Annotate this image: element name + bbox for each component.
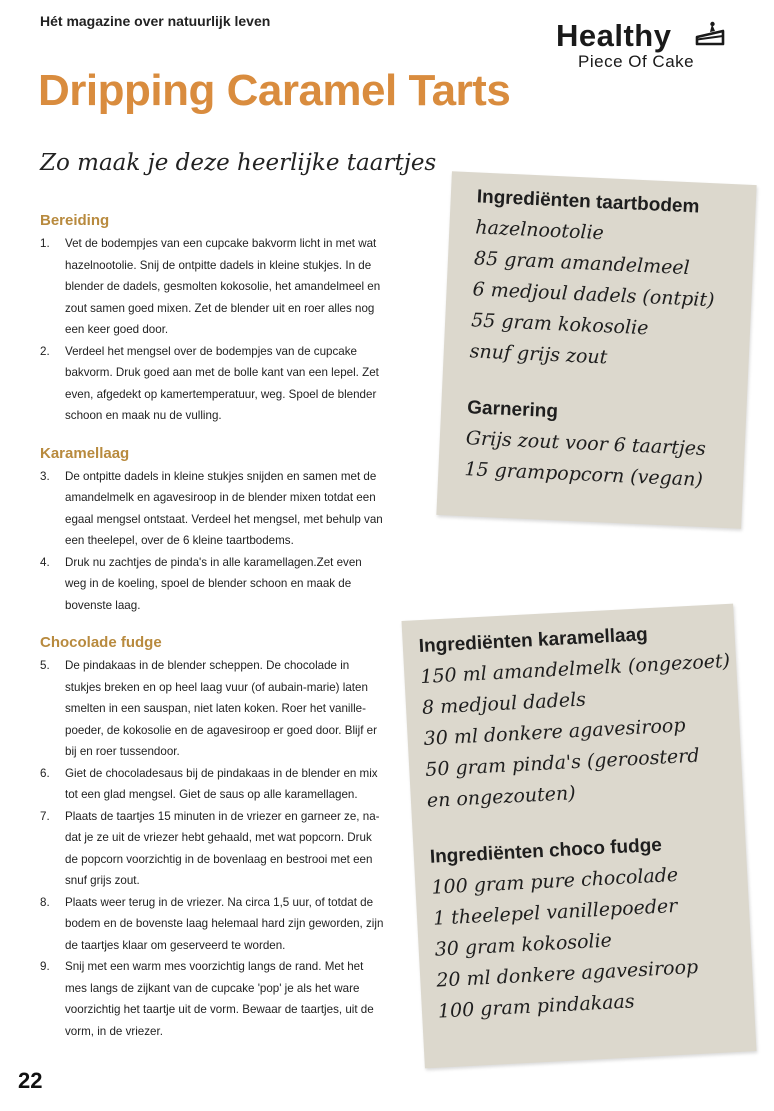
section-heading-bereiding: Bereiding: [40, 212, 110, 229]
cake-slice-icon: [694, 20, 726, 50]
logo-word-healthy: Healthy: [556, 18, 672, 53]
ingredients-card-karamellaag-choco: [402, 604, 757, 1069]
card-heading-taartbodem: Ingrediënten taartbodem: [476, 186, 700, 218]
steps-list-bereiding: [40, 233, 385, 427]
step-text: Druk nu zachtjes de pinda's in alle karamellagen.Zet even weg in de koeling, spoel de blender schoon en maak de bovenste laag.: [65, 555, 362, 612]
step-text: Vet de bodempjes van een cupcake bakvorm licht in met wat hazelnootolie. Snij de ontpitte dadels in kleine stukjes. In de blender de dadels, gesmolten kokosolie, het amandelmeel en zout samen goed mixen. Zet de blender uit en roer alles nog een keer goed door.: [65, 237, 381, 336]
ingredient-item: 50 gram pinda's (geroosterd: [424, 744, 701, 781]
step-number: 4.: [40, 555, 50, 569]
ingredient-item: 15 grampopcorn (vegan): [463, 458, 704, 491]
ingredient-item: 100 gram pure chocolade: [430, 863, 679, 899]
ingredient-item: 6 medjoul dadels (ontpit): [472, 278, 715, 312]
ingredient-item: en ongezouten): [426, 782, 577, 812]
step-number: 8.: [40, 895, 50, 909]
step-number: 6.: [40, 766, 50, 780]
ingredient-item: 20 ml donkere agavesiroop: [435, 955, 699, 992]
ingredient-item: Grijs zout voor 6 taartjes: [465, 427, 707, 461]
step-item: [40, 233, 385, 341]
step-text: Verdeel het mengsel over de bodempjes van de cupcake bakvorm. Druk goed aan met de bolle kant van een lepel. Zet even, afgedekt op kamertemperatuur, weg. Spoel de blender schoon en maak nu de vulling.: [65, 344, 379, 422]
step-number: 7.: [40, 809, 50, 823]
step-text: Giet de chocoladesaus bij de pindakaas in de blender en mix tot een glad mengsel. Giet de saus op alle karamellagen.: [65, 766, 378, 801]
card-heading-garnering: Garnering: [466, 397, 559, 423]
step-text: Snij met een warm mes voorzichtig langs de rand. Met het mes langs de zijkant van de cupcake 'pop' je als het ware voorzichtig het taartje uit de vorm. Bewaar de taartjes, uit de vorm, in de vriezer.: [65, 960, 374, 1038]
ingredient-item: 8 medjoul dadels: [421, 688, 587, 720]
ingredient-item: 150 ml amandelmelk (ongezoet): [419, 649, 731, 689]
steps-list-chocolade-fudge: [40, 655, 385, 1042]
step-text: De ontpitte dadels in kleine stukjes snijden en samen met de amandelmelk en agavesiroop in de blender mixen totdat een egaal mengsel ontstaat. Verdeel het mengsel, met behulp van een theelepel, over de 6 kleine taartbodems.: [65, 469, 383, 547]
step-item: [40, 341, 385, 427]
step-item: [40, 466, 385, 552]
step-text: Plaats weer terug in de vriezer. Na circa 1,5 uur, of totdat de bodem en de bovenste laag helemaal hard zijn geworden, zijn de taartjes klaar om geserveerd te worden.: [65, 895, 384, 952]
step-number: 3.: [40, 469, 50, 483]
ingredient-item: 100 gram pindakaas: [437, 990, 636, 1023]
section-heading-chocolade-fudge: Chocolade fudge: [40, 634, 162, 651]
ingredient-item: 85 gram amandelmeel: [473, 247, 691, 280]
step-item: [40, 892, 385, 957]
page-title: Dripping Caramel Tarts: [38, 66, 511, 115]
step-text: De pindakaas in de blender scheppen. De chocolade in stukjes breken en op heel laag vuur (of aubain-marie) laten smelten in een sauspan, niet laten koken. Roer het vanille-poeder, de kokosolie en de agavesiroop er goed door. Blijf er bij en roer tussendoor.: [65, 659, 377, 758]
step-text: Plaats de taartjes 15 minuten in de vriezer en garneer ze, na-dat je ze uit de vriezer hebt gehaald, met wat popcorn. Druk de popcorn voorzichtig in de bovenlaag en bestrooi met een snuf grijs zout.: [65, 809, 380, 887]
page-subtitle: Zo maak je deze heerlijke taartjes: [40, 150, 437, 176]
step-item: [40, 956, 385, 1042]
ingredient-item: snuf grijs zout: [469, 340, 608, 369]
magazine-tagline: Hét magazine over natuurlijk leven: [40, 13, 271, 29]
page-number: 22: [18, 1068, 43, 1093]
step-item: [40, 806, 385, 892]
step-number: 9.: [40, 960, 50, 973]
card-heading-choco-fudge: Ingrediënten choco fudge: [429, 834, 663, 868]
step-number: 5.: [40, 659, 50, 672]
step-number: 2.: [40, 344, 50, 358]
instructions-column: [40, 212, 385, 1042]
brand-logo: [556, 18, 746, 74]
section-heading-karamellaag: Karamellaag: [40, 444, 130, 462]
step-number: 1.: [40, 237, 50, 250]
step-item: [40, 552, 385, 617]
step-item: [40, 763, 385, 806]
ingredients-card-taartbodem: [436, 171, 756, 528]
ingredient-item: 1 theelepel vanillepoeder: [432, 894, 678, 930]
ingredient-item: hazelnootolie: [474, 216, 605, 245]
steps-list-karamellaag: [40, 466, 385, 617]
ingredient-item: 55 gram kokosolie: [470, 309, 649, 340]
step-item: [40, 655, 385, 763]
ingredient-item: 30 gram kokosolie: [434, 929, 613, 961]
card-heading-karamellaag: Ingrediënten karamellaag: [418, 624, 649, 658]
ingredient-item: 30 ml donkere agavesiroop: [423, 714, 686, 750]
logo-word-piece-of-cake: Piece Of Cake: [578, 52, 695, 71]
